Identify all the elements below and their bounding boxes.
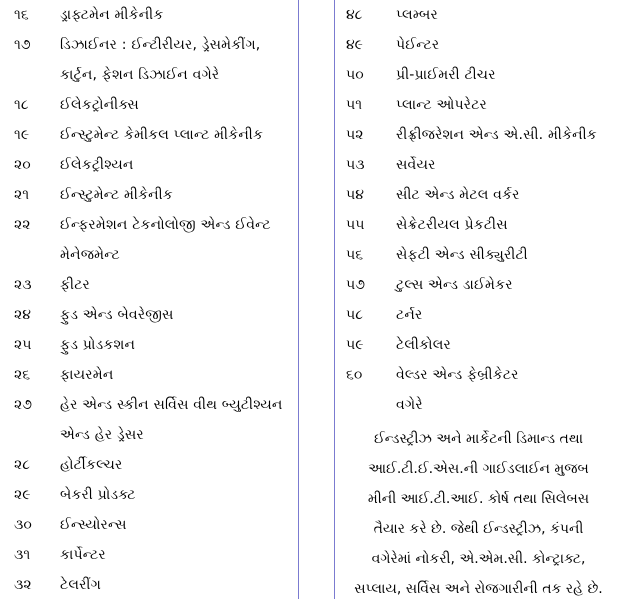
list-item (0, 390, 296, 420)
list-item (0, 420, 296, 450)
list-item (336, 300, 621, 330)
list-item (336, 240, 621, 270)
list-item (0, 90, 296, 120)
list-item (0, 0, 296, 30)
item-number: ૫૮ (346, 307, 363, 323)
item-label: સર્વેયર (396, 157, 436, 173)
item-label: પ્રી-પ્રાઈમરી ટીચર (396, 67, 496, 83)
list-item (336, 330, 621, 360)
item-label: એન્ડ હેર ડ્રેસર (60, 427, 144, 443)
item-number: ૨૭ (14, 397, 32, 413)
item-label: કાર્પેન્ટર (60, 547, 106, 563)
item-number: ૨૫ (14, 337, 32, 353)
item-label: ફુડ એન્ડ બેવરેજીસ (60, 307, 174, 323)
item-number: ૫૭ (346, 277, 365, 293)
item-label: ટેલીકોલર (396, 337, 451, 353)
item-label: સેક્રેટરીયલ પ્રેકટીસ (396, 217, 508, 233)
list-item (0, 330, 296, 360)
item-number: ૫૦ (346, 67, 364, 83)
item-label: ઈલેકટ્રીશ્યન (60, 157, 134, 173)
item-label: હોર્ટીકલ્ચર (60, 457, 123, 473)
list-item (336, 90, 621, 120)
list-item (0, 180, 296, 210)
list-item (0, 120, 296, 150)
item-label: ટુલ્સ એન્ડ ડાઈમેકર (396, 277, 513, 293)
item-label: કાર્ટુન, ફેશન ડિઝાઈન વગેરે (60, 67, 220, 83)
item-number: ૧૮ (14, 97, 29, 113)
item-label: ઈન્સ્યોરન્સ (60, 517, 127, 533)
item-number: ૫૪ (346, 187, 364, 203)
list-item (0, 360, 296, 390)
item-number: ૨૧ (14, 187, 30, 203)
list-item (0, 510, 296, 540)
item-number: ૫૩ (346, 157, 365, 173)
item-label: રીફ્રીજરેશન એન્ડ એ.સી. મીકેનીક (396, 127, 597, 143)
item-number: ૧૭ (14, 37, 31, 53)
item-label: સીટ એન્ડ મેટલ વર્કર (396, 187, 520, 203)
item-label: ઈન્સ્ટુમેન્ટ કેમીકલ પ્લાન્ટ મીકેનીક (60, 127, 264, 143)
paragraph-line: આઈ.ટી.ઈ.એસ.ની ગાઈડલાઈન મુજબ (368, 461, 589, 477)
item-number: ૪૯ (346, 37, 363, 53)
list-item (336, 210, 621, 240)
item-label: પેઈન્ટર (396, 37, 440, 53)
paragraph-line: મીની આઈ.ટી.આઈ. કોર્ષ તથા સિલેબસ (367, 491, 590, 507)
item-label: સેફટી એન્ડ સીક્યુરીટી (396, 247, 528, 263)
right-column (336, 0, 621, 420)
list-item (336, 120, 621, 150)
list-item (0, 60, 296, 90)
list-item (336, 360, 621, 390)
item-number: ૫૬ (346, 247, 364, 263)
item-label: ફીટર (60, 277, 90, 293)
item-number: ૫૨ (346, 127, 364, 143)
list-item (336, 0, 621, 30)
item-label: ટર્નર (396, 307, 423, 323)
list-item (0, 270, 296, 300)
list-item (0, 150, 296, 180)
item-number: ૪૮ (346, 7, 363, 23)
column-divider-left (298, 0, 299, 599)
description-paragraph (336, 424, 621, 604)
paragraph-line: સપ્લાય, સર્વિસ અને રોજગારીની તક રહે છે. (354, 581, 603, 597)
list-item (0, 240, 296, 270)
item-label: ડિઝાઈનર : ઈન્ટીરીયર, ડ્રેસમેકીંગ, (60, 37, 261, 53)
item-label: હેર એન્ડ સ્કીન સર્વિસ વીથ બ્યુટીશ્યન (60, 397, 283, 413)
item-number: ૫૧ (346, 97, 363, 113)
item-label: ટેલરીંગ (60, 577, 101, 593)
item-number: ૨૪ (14, 307, 31, 323)
list-item (336, 180, 621, 210)
item-label: પ્લમ્બર (396, 7, 438, 23)
list-item (336, 30, 621, 60)
paragraph-line: તૈયાર કરે છે. જેથી ઈન્ડસ્ટ્રીઝ, કંપની (373, 521, 584, 537)
paragraph-line: ઈન્ડસ્ટ્રીઝ અને માર્કેટની ડિમાન્ડ તથા (373, 431, 584, 447)
item-number: ૨૦ (14, 157, 31, 173)
item-number: ૨૯ (14, 487, 31, 503)
list-item (0, 480, 296, 510)
item-label: વેલ્ડર એન્ડ ફેબ્રીકેટર (396, 367, 519, 383)
list-item (0, 300, 296, 330)
item-label: પ્લાન્ટ ઓપરેટર (396, 97, 487, 113)
item-label: બેકરી પ્રોડક્ટ (60, 487, 136, 503)
item-number: ૨૬ (14, 367, 31, 383)
list-item (0, 450, 296, 480)
item-number: ૬૦ (346, 367, 363, 383)
item-label: વગેરે (396, 397, 423, 413)
list-item (0, 30, 296, 60)
item-label: ઈલેકટ્રોનીક્સ (60, 97, 139, 113)
item-label: ઈન્ફરમેશન ટેકનોલોજી એન્ડ ઈવેન્ટ (60, 217, 271, 233)
list-item (336, 150, 621, 180)
item-number: ૫૫ (346, 217, 365, 233)
paragraph-line: વગેરેમાં નોકરી, એ.એમ.સી. કોન્ટ્રાક્ટ, (371, 551, 586, 567)
item-number: ૩૨ (14, 577, 32, 593)
item-label: મેનેજમેન્ટ (60, 247, 120, 263)
left-column (0, 0, 296, 600)
item-label: ફાયરમેન (60, 367, 114, 383)
list-item (0, 570, 296, 600)
list-item (336, 60, 621, 90)
item-label: ડ્રાફ્ટમેન મીકેનીક (60, 7, 164, 23)
list-item (0, 210, 296, 240)
list-item (336, 270, 621, 300)
item-number: ૩૧ (14, 547, 31, 563)
list-item (336, 390, 621, 420)
item-number: ૨૨ (14, 217, 31, 233)
item-number: ૨૮ (14, 457, 30, 473)
item-label: ફુડ પ્રોડકશન (60, 337, 136, 353)
item-number: ૧૯ (14, 127, 30, 143)
list-item (0, 540, 296, 570)
item-number: ૩૦ (14, 517, 32, 533)
item-number: ૨૩ (14, 277, 32, 293)
item-label: ઈન્સ્ટુમેન્ટ મીકેનીક (60, 187, 173, 203)
item-number: ૧૬ (14, 7, 29, 23)
item-number: ૫૯ (346, 337, 364, 353)
column-divider-right (334, 0, 335, 599)
